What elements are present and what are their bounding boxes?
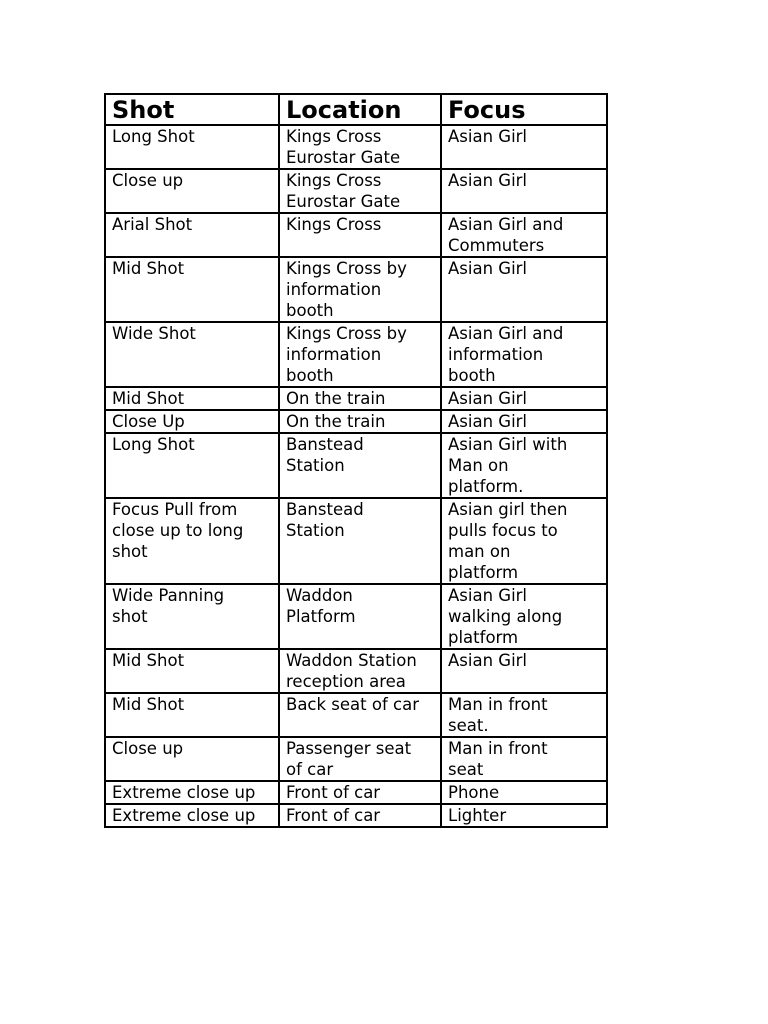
cell-focus bbox=[441, 213, 607, 257]
cell-location bbox=[279, 649, 441, 693]
cell-shot bbox=[105, 737, 279, 781]
cell-location bbox=[279, 169, 441, 213]
cell-focus bbox=[441, 410, 607, 433]
table-row bbox=[105, 125, 607, 169]
header-location: Location bbox=[279, 94, 441, 125]
cell-text: Kings Cross Eurostar Gate bbox=[286, 127, 401, 167]
cell-text: On the train bbox=[286, 389, 386, 408]
cell-text: Asian Girl bbox=[448, 412, 528, 431]
cell-shot bbox=[105, 584, 279, 649]
cell-text: Kings Cross by information booth bbox=[286, 324, 407, 385]
cell-text: Close Up bbox=[112, 412, 185, 431]
cell-location bbox=[279, 433, 441, 498]
cell-shot bbox=[105, 213, 279, 257]
table-body bbox=[105, 125, 607, 827]
cell-location bbox=[279, 125, 441, 169]
cell-text: Kings Cross Eurostar Gate bbox=[286, 171, 401, 211]
table-row bbox=[105, 387, 607, 410]
cell-shot bbox=[105, 257, 279, 322]
cell-text: Man in front seat. bbox=[448, 695, 548, 735]
cell-text: Asian Girl bbox=[448, 171, 528, 190]
cell-focus bbox=[441, 781, 607, 804]
cell-text: Long Shot bbox=[112, 127, 195, 146]
table-row bbox=[105, 804, 607, 827]
cell-text: Banstead Station bbox=[286, 500, 364, 540]
cell-shot bbox=[105, 433, 279, 498]
cell-text: Asian Girl bbox=[448, 389, 528, 408]
cell-focus bbox=[441, 584, 607, 649]
table-row bbox=[105, 169, 607, 213]
cell-text: Extreme close up bbox=[112, 783, 256, 802]
cell-text: Lighter bbox=[448, 806, 507, 825]
cell-focus bbox=[441, 433, 607, 498]
cell-shot bbox=[105, 693, 279, 737]
header-focus: Focus bbox=[441, 94, 607, 125]
cell-focus bbox=[441, 804, 607, 827]
cell-shot bbox=[105, 169, 279, 213]
cell-text: Asian girl then pulls focus to man on platform bbox=[448, 500, 568, 582]
cell-text: Mid Shot bbox=[112, 259, 185, 278]
cell-shot bbox=[105, 781, 279, 804]
cell-location bbox=[279, 693, 441, 737]
cell-text: Asian Girl bbox=[448, 651, 528, 670]
cell-text: On the train bbox=[286, 412, 386, 431]
cell-text: Asian Girl with Man on platform. bbox=[448, 435, 568, 496]
cell-focus bbox=[441, 737, 607, 781]
cell-text: Mid Shot bbox=[112, 695, 185, 714]
header-row bbox=[105, 94, 607, 125]
cell-text: Front of car bbox=[286, 806, 381, 825]
cell-text: Front of car bbox=[286, 783, 381, 802]
cell-text: Man in front seat bbox=[448, 739, 548, 779]
cell-focus bbox=[441, 649, 607, 693]
cell-text: Arial Shot bbox=[112, 215, 193, 234]
cell-shot bbox=[105, 649, 279, 693]
cell-text: Mid Shot bbox=[112, 651, 185, 670]
cell-shot bbox=[105, 498, 279, 584]
table-row bbox=[105, 257, 607, 322]
cell-text: Wide Shot bbox=[112, 324, 196, 343]
cell-text: Banstead Station bbox=[286, 435, 364, 475]
cell-shot bbox=[105, 804, 279, 827]
cell-location bbox=[279, 737, 441, 781]
cell-location bbox=[279, 410, 441, 433]
table-row bbox=[105, 693, 607, 737]
cell-text: Kings Cross by information booth bbox=[286, 259, 407, 320]
cell-focus bbox=[441, 125, 607, 169]
shot-list-table bbox=[104, 93, 608, 828]
cell-focus bbox=[441, 693, 607, 737]
table-row bbox=[105, 433, 607, 498]
cell-text: Mid Shot bbox=[112, 389, 185, 408]
table-row bbox=[105, 737, 607, 781]
cell-text: Focus Pull from close up to long shot bbox=[112, 500, 244, 561]
table-row bbox=[105, 498, 607, 584]
cell-text: Long Shot bbox=[112, 435, 195, 454]
cell-text: Passenger seat of car bbox=[286, 739, 412, 779]
cell-text: Wide Panning shot bbox=[112, 586, 225, 626]
table-row bbox=[105, 213, 607, 257]
cell-shot bbox=[105, 410, 279, 433]
header-shot: Shot bbox=[105, 94, 279, 125]
cell-location bbox=[279, 322, 441, 387]
cell-text: Asian Girl bbox=[448, 259, 528, 278]
cell-text: Back seat of car bbox=[286, 695, 419, 714]
cell-location bbox=[279, 804, 441, 827]
cell-text: Asian Girl and Commuters bbox=[448, 215, 564, 255]
cell-text: Close up bbox=[112, 171, 184, 190]
table-row bbox=[105, 781, 607, 804]
cell-location bbox=[279, 781, 441, 804]
cell-text: Extreme close up bbox=[112, 806, 256, 825]
cell-shot bbox=[105, 322, 279, 387]
cell-text: Waddon Platform bbox=[286, 586, 356, 626]
cell-text: Asian Girl and information booth bbox=[448, 324, 564, 385]
cell-text: Phone bbox=[448, 783, 500, 802]
cell-shot bbox=[105, 387, 279, 410]
cell-focus bbox=[441, 169, 607, 213]
cell-shot bbox=[105, 125, 279, 169]
cell-text: Close up bbox=[112, 739, 184, 758]
cell-focus bbox=[441, 387, 607, 410]
cell-text: Asian Girl walking along platform bbox=[448, 586, 563, 647]
cell-text: Waddon Station reception area bbox=[286, 651, 417, 691]
cell-location bbox=[279, 387, 441, 410]
cell-text: Kings Cross bbox=[286, 215, 382, 234]
cell-focus bbox=[441, 322, 607, 387]
cell-location bbox=[279, 498, 441, 584]
table-row bbox=[105, 584, 607, 649]
cell-focus bbox=[441, 498, 607, 584]
table-row bbox=[105, 322, 607, 387]
cell-location bbox=[279, 584, 441, 649]
table-row bbox=[105, 410, 607, 433]
cell-location bbox=[279, 213, 441, 257]
cell-text: Asian Girl bbox=[448, 127, 528, 146]
cell-focus bbox=[441, 257, 607, 322]
cell-location bbox=[279, 257, 441, 322]
table-row bbox=[105, 649, 607, 693]
table-header bbox=[105, 94, 607, 125]
